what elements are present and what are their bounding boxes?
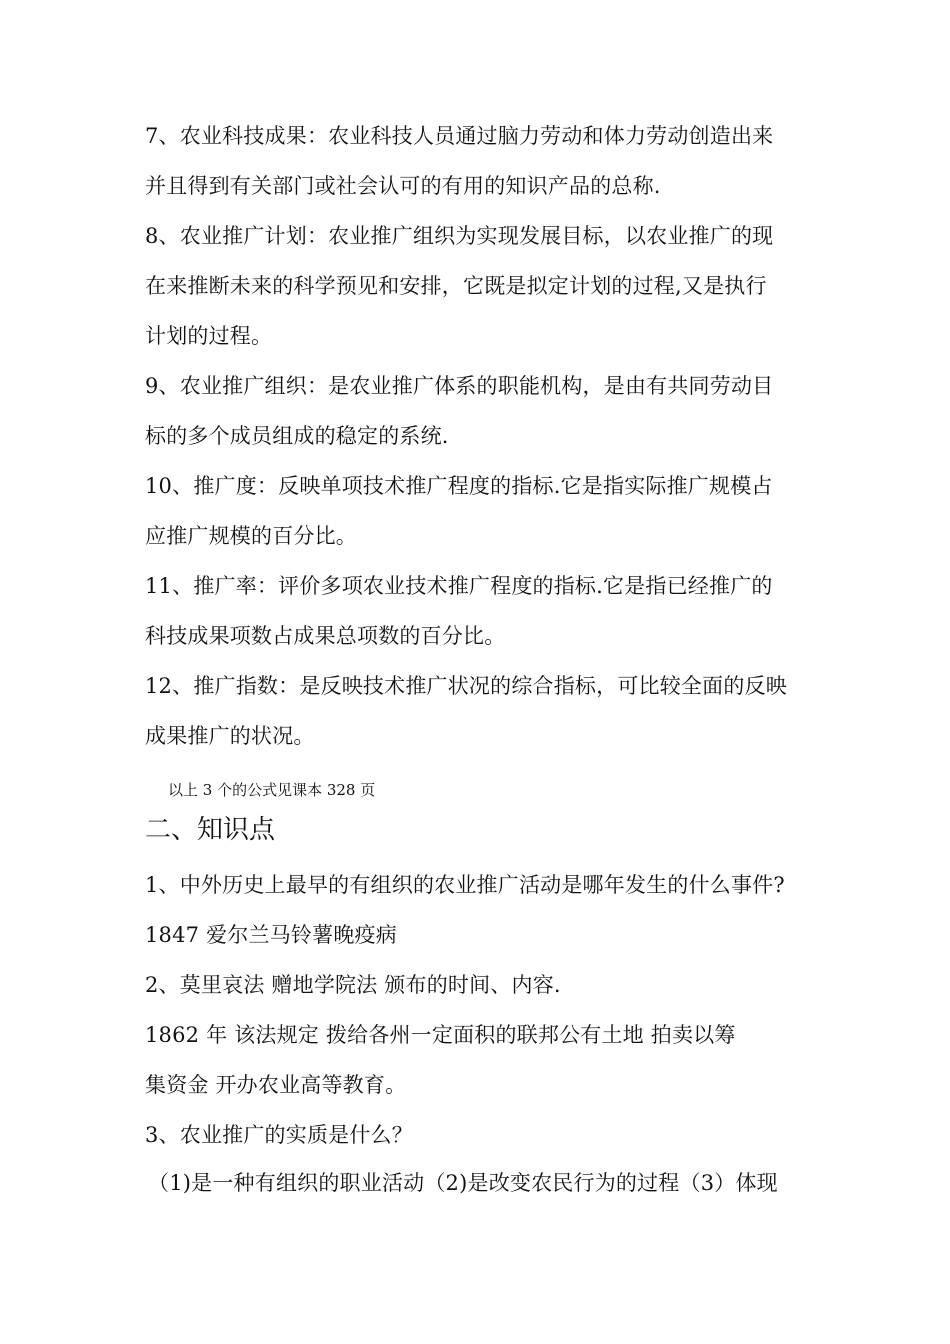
definition-8-line-2: 在来推断未来的科学预见和安排，它既是拟定计划的过程,又是执行	[145, 274, 767, 298]
definition-7-line-1: 7、农业科技成果：农业科技人员通过脑力劳动和体力劳动创造出来	[145, 124, 774, 148]
knowledge-answer-2-line-2: 集资金 开办农业高等教育。	[145, 1073, 407, 1097]
definition-10-line-2: 应推广规模的百分比。	[145, 524, 357, 548]
definition-10-line-1: 10、推广度：反映单项技术推广程度的指标.它是指实际推广规模占	[145, 474, 773, 498]
definition-11-line-1: 11、推广率：评价多项农业技术推广程度的指标.它是指已经推广的	[145, 574, 773, 598]
definition-9-line-1: 9、农业推广组织：是农业推广体系的职能机构，是由有共同劳动目	[145, 374, 774, 398]
knowledge-question-3: 3、农业推广的实质是什么？	[145, 1123, 413, 1147]
knowledge-answer-1: 1847 爱尔兰马铃薯晚疫病	[145, 923, 397, 947]
knowledge-question-1: 1、中外历史上最早的有组织的农业推广活动是哪年发生的什么事件?	[145, 873, 785, 897]
knowledge-question-2: 2、莫里哀法 赠地学院法 颁布的时间、内容.	[145, 973, 561, 997]
knowledge-answer-3-line-1: （1)是一种有组织的职业活动（2)是改变农民行为的过程（3）体现	[148, 1171, 778, 1195]
section-heading: 二、知识点	[145, 815, 276, 845]
definition-12-line-1: 12、推广指数：是反映技术推广状况的综合指标，可比较全面的反映	[145, 674, 787, 698]
definition-8-line-3: 计划的过程。	[145, 324, 273, 348]
definition-12-line-2: 成果推广的状况。	[145, 724, 315, 748]
definition-7-line-2: 并且得到有关部门或社会认可的有用的知识产品的总称.	[145, 174, 661, 198]
definition-11-line-2: 科技成果项数占成果总项数的百分比。	[145, 624, 506, 648]
formula-note: 以上 3 个的公式见课本 328 页	[168, 781, 376, 799]
definition-8-line-1: 8、农业推广计划：农业推广组织为实现发展目标，以农业推广的现	[145, 224, 774, 248]
definition-9-line-2: 标的多个成员组成的稳定的系统.	[145, 424, 449, 448]
knowledge-answer-2-line-1: 1862 年 该法规定 拨给各州一定面积的联邦公有土地 拍卖以筹	[145, 1023, 736, 1047]
